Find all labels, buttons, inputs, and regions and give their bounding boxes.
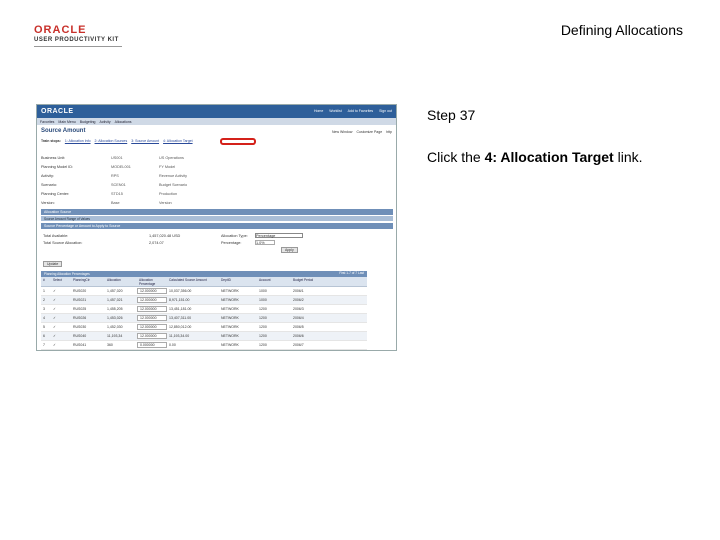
cell: 1200 (259, 334, 267, 338)
select-checkbox[interactable]: ✓ (53, 298, 56, 302)
table-row (41, 323, 367, 332)
nav-item[interactable]: Favorites (40, 119, 55, 124)
train-stop-allocation-info[interactable]: 1: Allocation Info (64, 139, 91, 143)
percentage-cell-input[interactable]: 0.000000 (137, 342, 167, 348)
cell: NETWORK (221, 307, 239, 311)
cell: 11,193,34 (107, 334, 123, 338)
train-stop-allocation-sources[interactable]: 2: Allocation Sources (94, 139, 128, 143)
select-checkbox[interactable]: ✓ (53, 316, 56, 320)
field-desc: Revenue Activity (159, 173, 188, 178)
select-checkbox[interactable]: ✓ (53, 334, 56, 338)
header-link[interactable]: Worklist (329, 109, 342, 113)
field-value: MODEL001 (111, 164, 131, 169)
cell: 13,451,181.00 (169, 307, 192, 311)
cell: RUS020 (73, 289, 87, 293)
field-label: Version: (41, 200, 55, 205)
total-row (43, 234, 180, 241)
cell: NETWORK (221, 325, 239, 329)
cell: 2006/4 (293, 316, 304, 320)
total-label: Total Source Allocation: (43, 241, 83, 245)
app-screenshot (36, 104, 397, 351)
header-fields (41, 153, 301, 207)
field-row (41, 162, 301, 171)
cell: RUS030 (73, 325, 87, 329)
percentage-cell-input[interactable]: 12.000000 (137, 333, 167, 339)
grid-columns (41, 277, 367, 287)
percentage-input[interactable]: 1.0% (255, 240, 275, 245)
cell: RUS040 (73, 334, 87, 338)
field-value: RPS (111, 173, 119, 178)
total-value: 2,074.07 (149, 241, 164, 245)
select-checkbox[interactable]: ✓ (53, 343, 56, 347)
table-row (41, 287, 367, 296)
section-label: Allocation Source (44, 210, 72, 214)
cell: 2006/7 (293, 343, 304, 347)
field-row (41, 198, 301, 207)
table-row (41, 314, 367, 323)
train-label: Train stops: (41, 139, 61, 143)
cell: 1200 (259, 343, 267, 347)
col-header: # (43, 278, 45, 282)
new-window-link[interactable]: New Window (332, 130, 353, 134)
allocation-type-select[interactable]: Percentage (255, 233, 303, 238)
allocation-settings (221, 232, 303, 246)
cell: RUS041 (73, 343, 87, 347)
col-header[interactable]: Budget Period (293, 278, 314, 282)
field-desc: Version (159, 200, 172, 205)
apply-button[interactable]: Apply (281, 247, 298, 253)
cell: 4 (43, 316, 45, 320)
select-checkbox[interactable]: ✓ (53, 307, 56, 311)
cell: 1200 (259, 325, 267, 329)
cell: 1,452,030 (107, 325, 123, 329)
field-label: Business Unit: (41, 155, 66, 160)
slide-title: Defining Allocations (560, 22, 683, 38)
grid-title: Planning Allocation Percentages (44, 272, 90, 276)
percentage-cell-input[interactable]: 12.000000 (137, 297, 167, 303)
nav-item[interactable]: Budgeting (79, 119, 96, 124)
cell: 2006/3 (293, 307, 304, 311)
allocation-totals (43, 234, 180, 248)
field-desc: Production (159, 191, 178, 196)
instruction-after: link. (613, 149, 643, 165)
setting-row (221, 232, 303, 239)
percentage-cell-input[interactable]: 12.000000 (137, 324, 167, 330)
col-header[interactable]: PlanningCtr (73, 278, 90, 282)
cell: RUS021 (73, 298, 87, 302)
field-value: SCEN01 (111, 182, 126, 187)
col-header[interactable]: DeptID (221, 278, 231, 282)
train-stop-allocation-target[interactable]: 4: Allocation Target (163, 139, 193, 143)
update-button[interactable]: Update (43, 261, 62, 267)
cell: 1,457,021 (107, 298, 123, 302)
percentage-cell-input[interactable]: 12.000000 (137, 288, 167, 294)
col-header: Select (53, 278, 62, 282)
field-desc: Budget Scenario (159, 182, 188, 187)
http-link[interactable]: http (386, 130, 392, 134)
cell: 1200 (259, 307, 267, 311)
header-link[interactable]: Add to Favorites (347, 109, 374, 113)
cell: 1,457,020 (107, 289, 123, 293)
cell: 1,455,205 (107, 307, 123, 311)
section-label: Source Amount Range of Values (44, 217, 91, 221)
nav-item[interactable]: Main Menu (58, 119, 76, 124)
instruction-target: 4: Allocation Target (484, 149, 614, 165)
cell: 3 (43, 307, 45, 311)
cell: NETWORK (221, 334, 239, 338)
cell: RUS026 (73, 316, 87, 320)
cell: 2006/2 (293, 298, 304, 302)
total-label: Total Available: (43, 234, 69, 238)
header-links (314, 109, 392, 113)
logo-divider (34, 46, 122, 47)
train-stop-source-amount[interactable]: 3: Source Amount (131, 139, 160, 143)
setting-row (221, 239, 303, 246)
field-desc: US Operations (159, 155, 184, 160)
cell: 1 (43, 289, 45, 293)
percentage-cell-input[interactable]: 12.000000 (137, 306, 167, 312)
customize-page-link[interactable]: Customize Page (356, 130, 383, 134)
section-label: Source Percentage or Amount to Apply to Source (44, 224, 121, 228)
oracle-logo (34, 24, 124, 43)
col-header[interactable]: Allocation Percentage (139, 278, 156, 286)
col-header[interactable]: Calculated Source Amount (169, 278, 207, 282)
header-link[interactable]: Home (313, 109, 324, 113)
table-row (41, 341, 367, 350)
cell: NETWORK (221, 343, 239, 347)
nav-breadcrumb (37, 118, 396, 125)
percentage-label: Percentage: (221, 240, 242, 245)
field-label: Planning Center: (41, 191, 70, 196)
section-allocation-source[interactable] (41, 209, 393, 215)
grid-navigation[interactable]: First 1-7 of 7 Last (339, 271, 364, 275)
field-label: Activity: (41, 173, 55, 178)
cell: RUS025 (73, 307, 87, 311)
field-row (41, 153, 301, 162)
total-value: 1,457,020.48 USD (149, 234, 181, 238)
logo-subtitle: USER PRODUCTIVITY KIT (34, 37, 119, 43)
app-header-bar (37, 105, 396, 118)
field-value: STD15 (111, 191, 123, 196)
cell: 1000 (259, 289, 267, 293)
table-row (41, 305, 367, 314)
total-row (43, 241, 180, 248)
field-label: Scenario: (41, 182, 58, 187)
table-row (41, 296, 367, 305)
header-link[interactable]: Sign out (379, 109, 392, 113)
field-label: Planning Model ID: (41, 164, 74, 169)
col-header[interactable]: Account (259, 278, 271, 282)
cell: 2 (43, 298, 45, 302)
logo-word: ORACLE (34, 24, 87, 36)
allocation-grid (41, 271, 367, 350)
cell: 2006/5 (293, 325, 304, 329)
cell: 13,407,311.00 (169, 316, 192, 320)
field-desc: FY Model (159, 164, 176, 169)
percentage-cell-input[interactable]: 12.000000 (137, 315, 167, 321)
nav-item[interactable]: Activity (99, 119, 111, 124)
target-highlight (220, 138, 256, 145)
cell: 1200 (259, 316, 267, 320)
section-source-percentage (41, 223, 393, 229)
cell: 0.00 (169, 343, 176, 347)
field-value: US001 (111, 155, 123, 160)
page-title: Source Amount (41, 128, 86, 134)
select-checkbox[interactable]: ✓ (53, 325, 56, 329)
cell: 6 (43, 334, 45, 338)
page-toolbar (332, 130, 392, 134)
instruction-before: Click the (427, 149, 485, 165)
field-row (41, 171, 301, 180)
cell: 7 (43, 343, 45, 347)
cell: 8,971,151.00 (169, 298, 190, 302)
cell: NETWORK (221, 289, 239, 293)
step-number: Step 37 (427, 107, 476, 123)
instruction-text (427, 149, 643, 165)
app-logo: ORACLE (41, 108, 74, 115)
nav-item[interactable]: Allocations (114, 119, 132, 124)
cell: NETWORK (221, 316, 239, 320)
cell: 11,193,34.00 (169, 334, 190, 338)
cell: 1,453,026 (107, 316, 123, 320)
cell: 10,037,356.00 (169, 289, 192, 293)
train-stops (41, 139, 193, 143)
cell: 5 (43, 325, 45, 329)
section-range-values[interactable] (41, 216, 393, 221)
allocation-type-label: Allocation Type: (221, 233, 248, 238)
col-header[interactable]: Allocation (107, 278, 121, 282)
cell: 2006/1 (293, 289, 304, 293)
table-row (41, 332, 367, 341)
cell: 360 (107, 343, 113, 347)
field-value: Base (111, 200, 120, 205)
cell: 2006/6 (293, 334, 304, 338)
field-row (41, 189, 301, 198)
cell: 1000 (259, 298, 267, 302)
cell: NETWORK (221, 298, 239, 302)
field-row (41, 180, 301, 189)
select-checkbox[interactable]: ✓ (53, 289, 56, 293)
cell: 12,850,012.00 (169, 325, 192, 329)
